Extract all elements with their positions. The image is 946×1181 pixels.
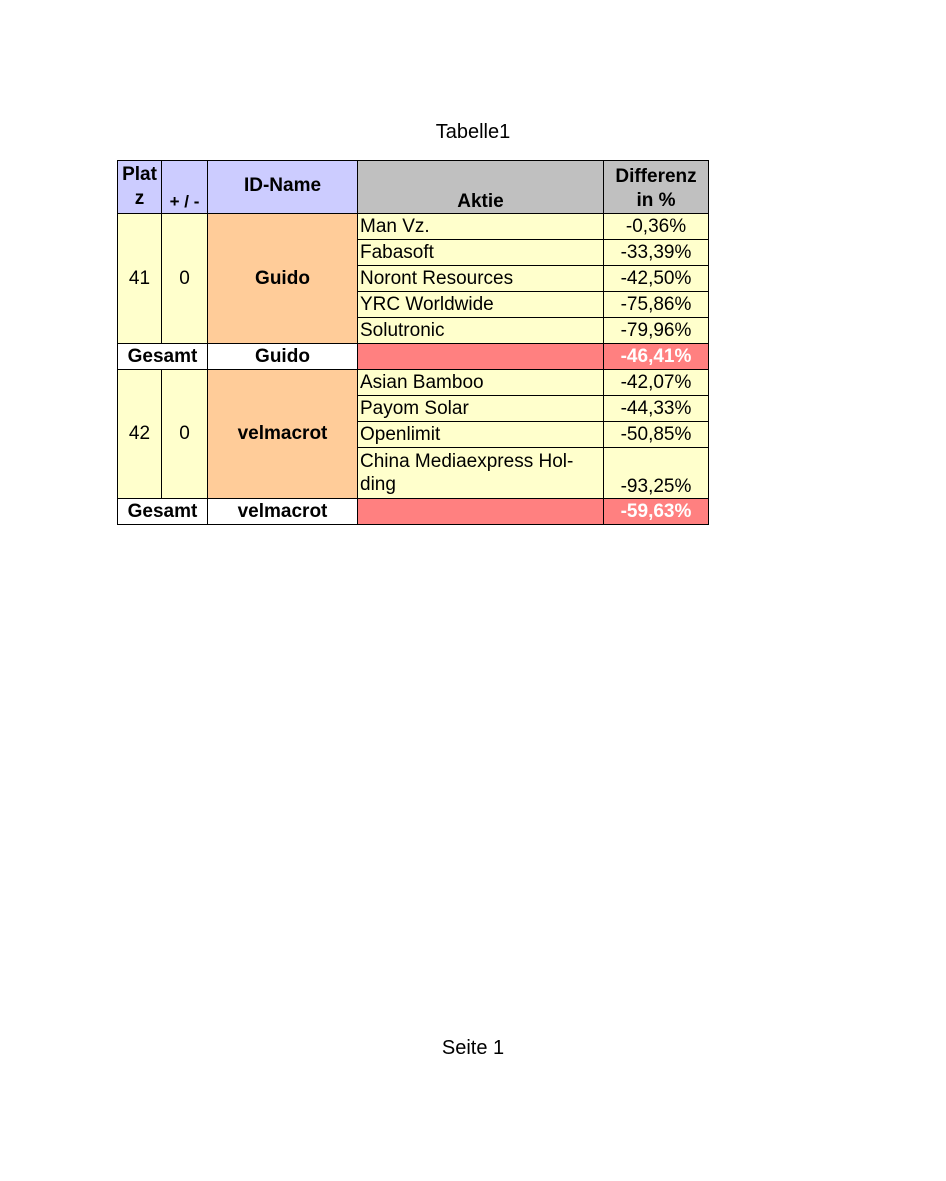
change-cell: 0 [162,370,208,499]
platz-header [118,161,162,214]
stock-diff: -93,25% [604,448,709,499]
diff-header-line2: in % [636,190,676,211]
total-label: Gesamt [118,499,208,525]
platz-header-line2: z [134,188,145,209]
total-name: velmacrot [208,499,358,525]
stock-name: Solutronic [358,318,604,344]
stock-diff: -75,86% [604,292,709,318]
table-row [118,214,709,240]
stock-name: Asian Bamboo [358,370,604,396]
participant-name: Guido [208,214,358,344]
id-name-header-label: ID-Name [243,175,322,196]
stock-name: Noront Resources [358,266,604,292]
total-bar [358,499,604,525]
page-footer: Seite 1 [441,1037,505,1059]
id-name-header [208,161,358,214]
stock-name: Man Vz. [358,214,604,240]
stock-name [358,448,604,499]
change-header-label: + / - [169,192,200,211]
platz-header-line1: Plat [122,164,157,185]
stock-name: YRC Worldwide [358,292,604,318]
stock-name: Fabasoft [358,240,604,266]
stock-diff: -33,39% [604,240,709,266]
stock-name: Openlimit [358,422,604,448]
stock-diff: -0,36% [604,214,709,240]
aktie-header-label: Aktie [457,191,504,212]
total-bar [358,344,604,370]
rank-cell: 41 [118,214,162,344]
total-name: Guido [208,344,358,370]
stock-diff: -42,50% [604,266,709,292]
header-row [118,161,709,214]
stock-diff: -42,07% [604,370,709,396]
stock-name-line2: ding [360,474,396,495]
diff-header [604,161,709,214]
change-header [162,161,208,214]
total-row [118,499,709,525]
diff-header-line1: Differenz [615,166,697,187]
stock-diff: -79,96% [604,318,709,344]
stock-diff: -50,85% [604,422,709,448]
stock-name-line1: China Mediaexpress Hol- [360,451,574,472]
sheet-title: Tabelle1 [435,121,511,143]
table-row [118,370,709,396]
rank-cell: 42 [118,370,162,499]
total-value: -46,41% [604,344,709,370]
aktie-header [358,161,604,214]
participant-name: velmacrot [208,370,358,499]
ranking-table [117,160,709,525]
total-value: -59,63% [604,499,709,525]
stock-diff: -44,33% [604,396,709,422]
change-cell: 0 [162,214,208,344]
stock-name: Payom Solar [358,396,604,422]
total-label: Gesamt [118,344,208,370]
total-row [118,344,709,370]
